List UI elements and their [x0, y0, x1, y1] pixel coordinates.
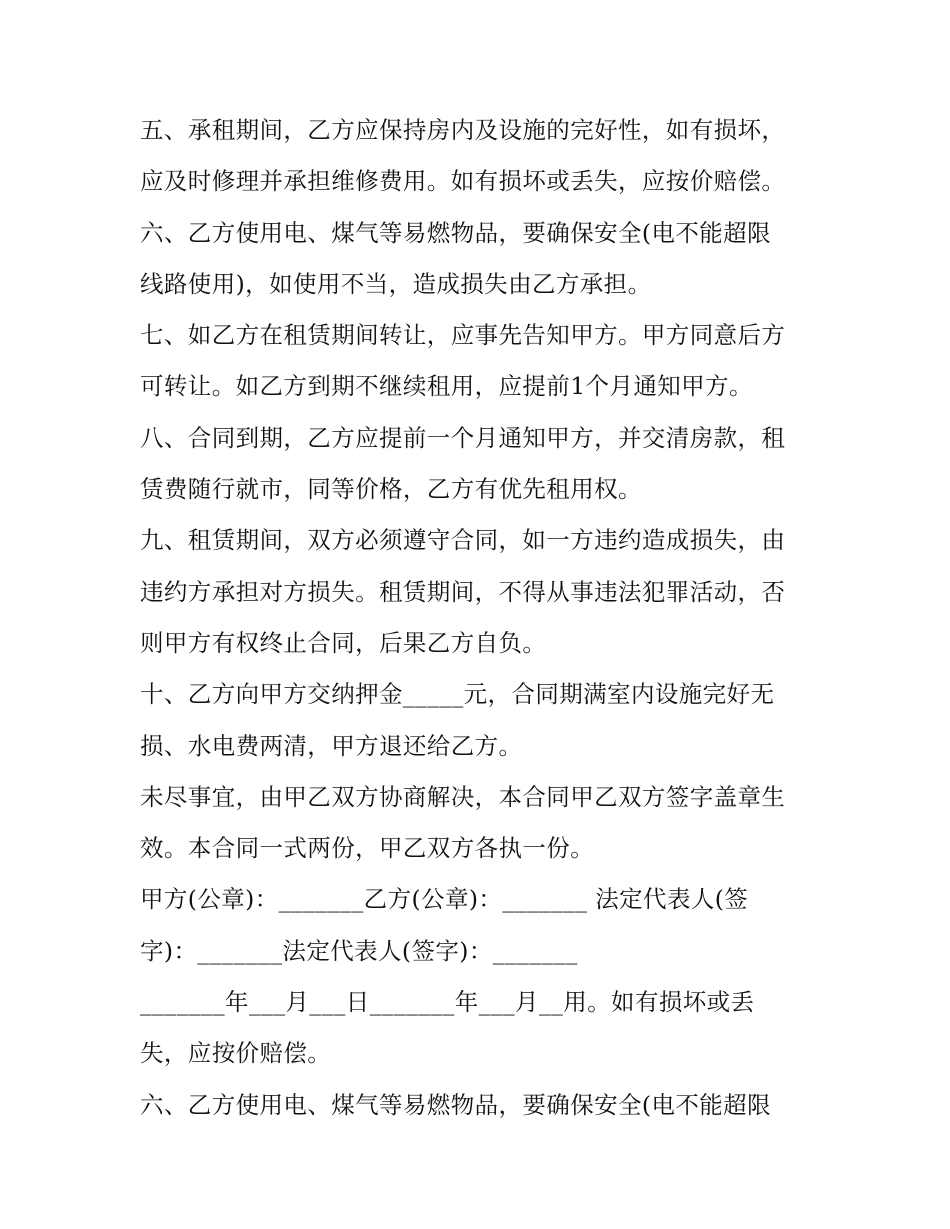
closing-line-2: 效。本合同一式两份，甲乙双方各执一份。	[140, 834, 595, 863]
clause-10-line-1: 十、乙方向甲方交纳押金_____元，合同期满室内设施完好无	[140, 680, 775, 709]
clause-10-line-2: 损、水电费两清，甲方退还给乙方。	[140, 731, 523, 760]
clause-8-line-2: 赁费随行就市，同等价格，乙方有优先租用权。	[140, 475, 642, 504]
document-body	[140, 105, 820, 1131]
repeat-clause-6-line-1: 六、乙方使用电、煤气等易燃物品，要确保安全(电不能超限	[140, 1090, 771, 1119]
clause-5-line-2: 应及时修理并承担维修费用。如有损坏或丢失，应按价赔偿。	[140, 167, 786, 196]
clause-9-line-2: 违约方承担对方损失。租赁期间，不得从事违法犯罪活动，否	[140, 577, 786, 606]
clause-9-line-3: 则甲方有权终止合同，后果乙方自负。	[140, 628, 547, 657]
repeat-line-1: 失，应按价赔偿。	[140, 1039, 332, 1068]
date-line: _______年___月___日_______年___月__用。如有损坏或丢	[140, 988, 755, 1017]
signature-line-1: 甲方(公章)：_______乙方(公章)：_______ 法定代表人(签	[140, 885, 749, 914]
closing-line-1: 未尽事宜，由甲乙双方协商解决，本合同甲乙双方签字盖章生	[140, 782, 786, 811]
clause-8-line-1: 八、合同到期，乙方应提前一个月通知甲方，并交清房款，租	[140, 423, 786, 452]
clause-7-line-2: 可转让。如乙方到期不继续租用，应提前1个月通知甲方。	[140, 372, 753, 401]
clause-7-line-1: 七、如乙方在租赁期间转让，应事先告知甲方。甲方同意后方	[140, 321, 786, 350]
clause-9-line-1: 九、租赁期间，双方必须遵守合同，如一方违约造成损失，由	[140, 526, 786, 555]
clause-6-line-2: 线路使用)，如使用不当，造成损失由乙方承担。	[140, 269, 652, 298]
clause-5-line-1: 五、承租期间，乙方应保持房内及设施的完好性，如有损坏，	[140, 116, 786, 144]
clause-6-line-1: 六、乙方使用电、煤气等易燃物品，要确保安全(电不能超限	[140, 218, 771, 247]
signature-line-2: 字)：_______法定代表人(签字)：_______	[140, 936, 578, 965]
